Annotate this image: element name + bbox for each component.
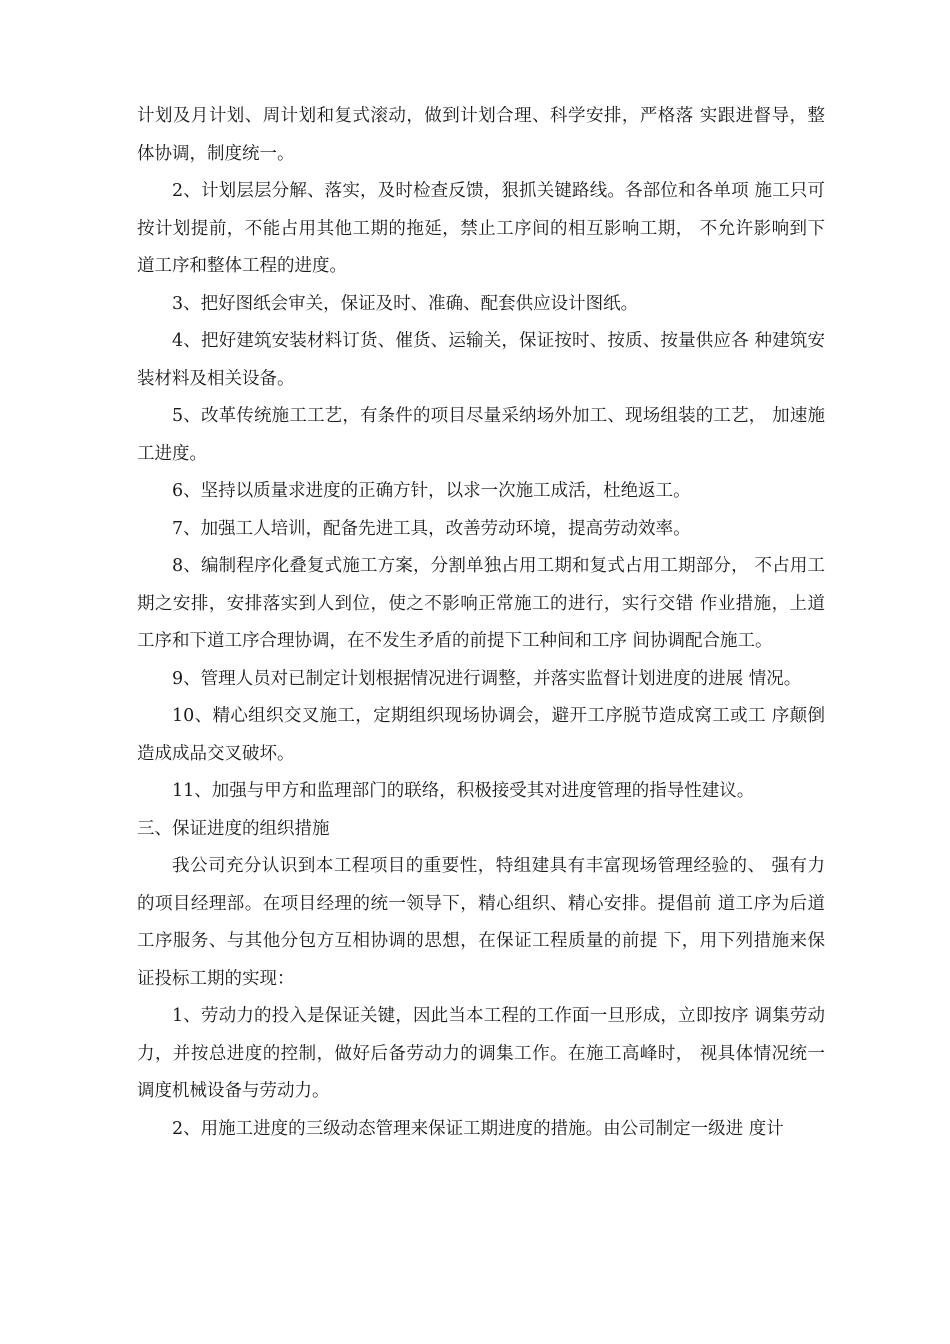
document-body [137,98,825,1148]
paragraph-measure-1: 1、劳动力的投入是保证关键，因此当本工程的工作面一旦形成，立即按序 调集劳动力，并按总进度的控制，做好后备劳动力的调集工作。在施工高峰时， 视具体情况统一调度机械设备与劳动力。 [137,1006,825,1101]
paragraph-item-9: 9、管理人员对已制定计划根据情况进行调整，并落实监督计划进度的进展 情况。 [172,668,802,689]
paragraph-item-5: 5、改革传统施工工艺，有条件的项目尽量采纳场外加工、现场组装的工艺， 加速施工进度。 [137,406,825,464]
paragraph-item-2: 2、计划层层分解、落实，及时检查反馈，狠抓关键路线。各部位和各单项 施工只可按计划提前，不能占用其他工期的拖延，禁止工序间的相互影响工期， 不允许影响到下道工序和整体工程的进度。 [137,181,825,276]
paragraph-item-6: 6、坚持以质量求进度的正确方针，以求一次施工成活，杜绝返工。 [172,481,691,501]
section-heading: 三、保证进度的组织措施 [137,818,330,839]
paragraph-measure-2: 2、用施工进度的三级动态管理来保证工期进度的措施。由公司制定一级进 度计 [172,1118,784,1139]
paragraph-item-10: 10、精心组织交叉施工，定期组织现场协调会，避开工序脱节造成窝工或工 序颠倒造成成品交叉破坏。 [137,706,825,764]
paragraph-continued: 计划及月计划、周计划和复式滚动，做到计划合理、科学安排，严格落 实跟进督导，整体协调，制度统一。 [137,106,825,164]
paragraph-item-4: 4、把好建筑安装材料订货、催货、运输关，保证按时、按质、按量供应各 种建筑安装材料及相关设备。 [137,331,825,389]
paragraph-item-3: 3、把好图纸会审关，保证及时、准确、配套供应设计图纸。 [172,293,639,314]
paragraph-intro: 我公司充分认识到本工程项目的重要性，特组建具有丰富现场管理经验的、 强有力的项目经理部。在项目经理的统一领导下，精心组织、精心安排。提倡前 道工序为后道工序服务、与其他分包方互相协调的思想，在保证工程质量的前提 下，用下列措施来保证投标工期的实现： [137,856,825,989]
paragraph-item-7: 7、加强工人培训，配备先进工具，改善劳动环境，提高劳动效率。 [172,518,691,539]
paragraph-item-11: 11、加强与甲方和监理部门的联络，积极接受其对进度管理的指导性建议。 [172,781,755,801]
paragraph-item-8: 8、编制程序化叠复式施工方案，分割单独占用工期和复式占用工期部分， 不占用工期之安排，安排落实到人到位，使之不影响正常施工的进行，实行交错 作业措施，上道工序和下道工序合理协调，在不发生矛盾的前提下工种间和工序 间协调配合施工。 [137,556,825,651]
